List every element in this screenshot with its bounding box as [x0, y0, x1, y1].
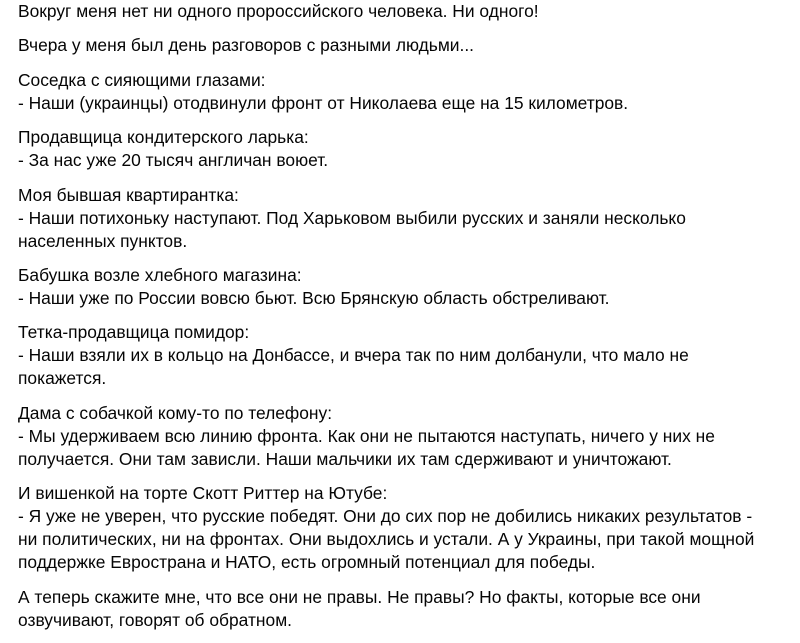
paragraph-neighbor: Соседка с сияющими глазами: - Наши (украинцы) отодвинули фронт от Николаева еще на 15 километров. [18, 69, 629, 113]
paragraph-lady-with-dog: Дама с собачкой кому-то по телефону: - Мы удерживаем всю линию фронта. Как они не пытаются наступать, ничего у них не получается. Они там зависли. Наши мальчики их там сдерживают и уничтожают. [18, 402, 715, 469]
paragraph-scott-ritter: И вишенкой на торте Скотт Риттер на Ютубе: - Я уже не уверен, что русские победят. Они до сих пор не добились никаких результатов - ни политических, ни на фронтах. Они выдохлись и устали. А у Украины, при такой мощной поддержке Евространа и НАТО, есть огромный потенциал для победы. [18, 483, 755, 573]
paragraph-confectionery-seller: Продавщица кондитерского ларька: - За нас уже 20 тысяч англичан воюет. [18, 127, 329, 171]
paragraph-intro: Вокруг меня нет ни одного пророссийского человека. Ни одного! [18, 1, 539, 21]
paragraph-grandmother: Бабушка возле хлебного магазина: - Наши уже по России вовсю бьют. Всю Брянскую область обстреливают. [18, 264, 610, 308]
paragraph-former-tenant: Моя бывшая квартирантка: - Наши потихоньку наступают. Под Харьковом выбили русских и заняли несколько населенных пунктов. [18, 184, 686, 251]
paragraph-tomato-seller: Тетка-продавщица помидор: - Наши взяли их в кольцо на Донбассе, и вчера так по ним долбанули, что мало не покажется. [18, 322, 689, 389]
paragraph-conclusion: А теперь скажите мне, что все они не правы. Не правы? Но факты, которые все они озвучивают, говорят об обратном. [18, 586, 701, 630]
post-text [18, 0, 790, 643]
paragraph-yesterday: Вчера у меня был день разговоров с разными людьми... [18, 35, 475, 56]
